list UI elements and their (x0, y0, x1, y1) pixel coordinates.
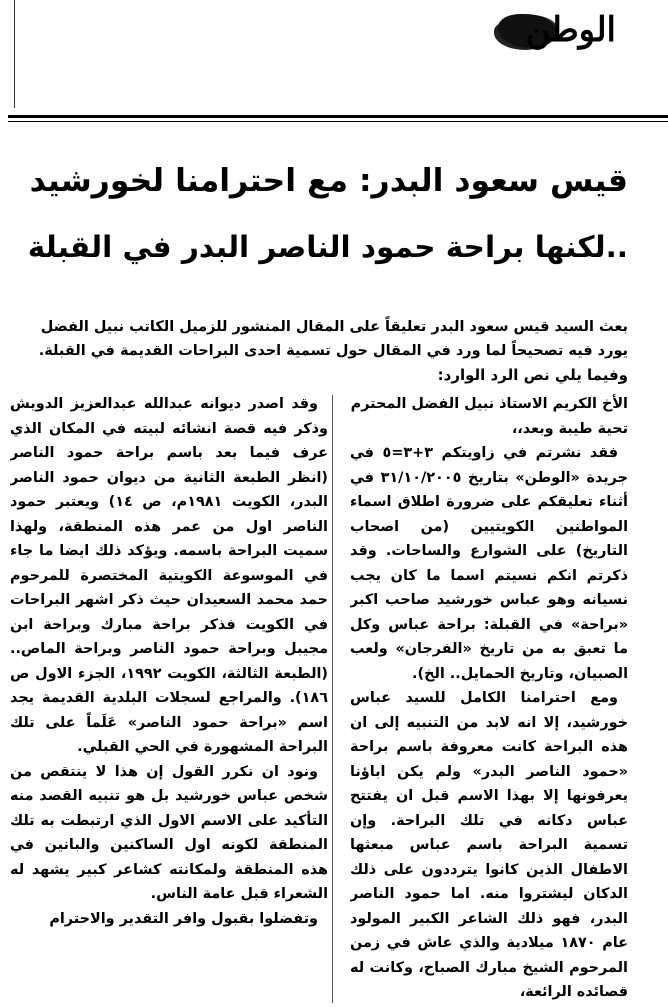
masthead (0, 0, 668, 118)
intro-line-2: يورد فيه تصحيحاً لما ورد في المقال حول تسمية احدى البراحات القديمة في القبلة. (38, 343, 628, 359)
margin-line (14, 0, 15, 108)
masthead-rule-thick (8, 115, 668, 118)
masthead-rule-thin (8, 121, 668, 122)
paragraph: فقد نشرتم في زاويتكم ٣+٣=٥ في جريدة «الوطن» بتاريخ ٣١/١٠/٢٠٠٥ في أثناء تعليقكم على ضرورة اطلاق اسماء المواطنين الكويتيين (من اصحاب التاريخ) على الشوارع والساحات. وقد ذكرتم انكم نسيتم اسما ما كان يجب نسيانه وهو عباس خورشيد صاحب اكبر «براحة» في القبلة: براحة عباس وكل ما تعبق به من تاريخ «الفرجان» ولعب الصبيان، وتاريخ الحمايل.. الخ). (350, 445, 628, 682)
article-headline (28, 148, 628, 280)
greeting: تحية طيبة وبعد،، (511, 420, 628, 437)
left-column (10, 392, 328, 1004)
paragraph: وقد اصدر ديوانه عبدالله عبدالعزيز الدويش وذكر فيه قصة انشائه لبيته في المكان الذي عرف فيما بعد باسم براحة حمود الناصر (انظر الطبعة الثانية من ديوان حمود الناصر البدر، الكويت ١٩٨١م، ص ١٤) ويعتبر حمود الناصر اول من عمر هذه المنطقة، ولهذا سميت البراحة باسمه. ويؤكد ذلك ايضا ما جاء في الموسوعة الكويتية المختصرة للمرحوم حمد محمد السعيدان حيث ذكر اشهر البراحات في الكويت فذكر براحة مبارك وبراحة ابن مجيبل وبراحة حمود الناصر وبراحة الماص.. (الطبعة الثالثة، الكويت ١٩٩٢، الجزء الاول ص ١٨٦). والمراجع لسجلات البلدية القديمة يجد اسم «براحة حمود الناصر» عَلَماً على تلك البراحة المشهورة في الحي القبلي. (10, 396, 328, 755)
salutation: الأخ الكريم الاستاذ نبيل الفضل المحترم (350, 396, 628, 412)
closing: وتفضلوا بقبول وافر التقدير والاحترام (49, 910, 318, 927)
intro-line-3: وفيما يلي نص الرد الوارد: (437, 366, 628, 384)
logo-text: الوطن (525, 10, 616, 50)
column-divider (332, 395, 333, 1003)
newspaper-logo (456, 8, 616, 56)
article-intro (30, 315, 628, 387)
headline-line-1: قيس سعود البدر: مع احترامنا لخورشيد (29, 163, 628, 199)
headline-line-2: ..لكنها براحة حمود الناصر البدر في القبلة (27, 230, 628, 264)
paragraph: ونود ان نكرر القول إن هذا لا ينتقص من شخص عباس خورشيد بل هو تنبيه القصد منه التأكيد على الاسم الاول الذي ارتبطت به تلك المنطقة لكونه اول الساكنين والبانين في هذه المنطقة ولمكانته كشاعر كبير يشهد له الشعراء قبل عامة الناس. (10, 763, 328, 902)
right-column (350, 392, 628, 1004)
paragraph: ومع احترامنا الكامل للسيد عباس خورشيد، إلا انه لابد من التنبيه إلى ان هذه البراحة كانت معروفة باسم براحة «حمود الناصر البدر» ولم يكن اباؤنا يعرفونها إلا بهذا الاسم قبل ان يفتتح عباس دكانه في تلك البراحة. وإن تسمية البراحة باسم عباس مبعثها الاطفال الذين كانوا يترددون على ذلك الدكان ليشتروا منه. اما حمود الناصر البدر، فهو ذلك الشاعر الكبير المولود عام ١٨٧٠ ميلادية والذي عاش في زمن المرحوم الشيخ مبارك الصباح، وكانت له قصائده الرائعة، (350, 690, 628, 1000)
intro-line-1: بعث السيد قيس سعود البدر تعليقاً على المقال المنشور للزميل الكاتب نبيل الفضل (40, 319, 628, 335)
